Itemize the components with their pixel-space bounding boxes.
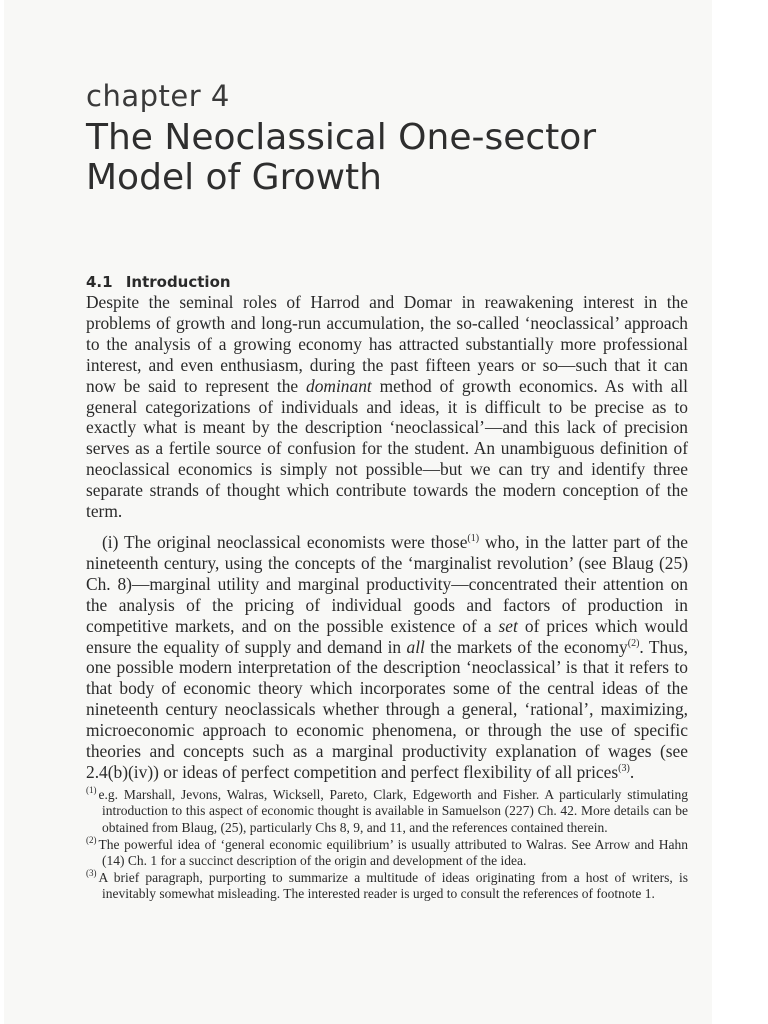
footnote-1 — [86, 787, 688, 837]
section-title: Introduction — [125, 273, 231, 291]
footnote-3 — [86, 870, 688, 903]
paragraph-2-text-f: . — [629, 761, 635, 782]
footnote-ref-2: (2) — [627, 637, 640, 649]
chapter-label: chapter 4 — [86, 79, 230, 113]
section-number: 4.1 — [86, 273, 113, 291]
paragraph-1-emphasis: dominant — [306, 375, 372, 396]
book-page — [4, 0, 712, 1024]
paragraph-2-text-d: the markets of the economy — [424, 636, 628, 657]
paragraph-2-emphasis-set: set — [498, 615, 518, 636]
section-heading — [86, 272, 688, 292]
paragraph-1 — [86, 292, 688, 522]
footnote-1-text: e.g. Marshall, Jevons, Walras, Wicksell, Pareto, Clark, Edgeworth and Fisher. A particularly stimulating introduction to this aspect of economic thought is available in Samuelson (227) Ch. 42. More details can be obtained from Blaug, (25), particularly Chs 8, 9, and 11, and the references contained therein. — [98, 786, 688, 836]
footnote-2 — [86, 837, 688, 870]
footnote-2-mark: (2) — [86, 835, 97, 846]
footnote-1-mark: (1) — [86, 785, 97, 796]
paragraph-2-emphasis-all: all — [406, 636, 425, 657]
paragraph-2-text-c: of prices which would ensure the equality of supply and demand in — [86, 615, 688, 657]
footnote-3-text: A brief paragraph, purporting to summarize a multitude of ideas originating from a host of writers, is inevitably somewhat misleading. The interested reader is urged to consult the references of footnote 1. — [98, 869, 688, 902]
footnote-2-text: The powerful idea of ‘general economic equilibrium’ is usually attributed to Walras. See Arrow and Hahn (14) Ch. 1 for a succinct description of the origin and development of the idea. — [98, 836, 688, 869]
paragraph-2 — [86, 532, 688, 783]
paragraph-1-text-b: method of growth economics. As with all general categorizations of individuals and ideas, it is difficult to be precise as to exactly what is meant by the description ‘neoclassical’—and this lack of precision serves as a fertile source of confusion for the student. An unambiguous definition of neoclassical economics is simply not possible—but we can try and identify three separate strands of thought which contribute towards the modern conception of the term. — [86, 375, 689, 522]
footnote-ref-1: (1) — [467, 533, 480, 545]
chapter-title: The Neoclassical One-sector Model of Growth — [86, 117, 597, 198]
footnote-ref-3: (3) — [618, 763, 630, 775]
paragraph-1-text-a: Despite the seminal roles of Harrod and Domar in reawakening interest in the problems of growth and long-run accumulation, the so-called ‘neoclassical’ approach to the analysis of a growing economy has attracted substantially more professional interest, and even enthusiasm, during the past fifteen years or so—such that it can now be said to represent the — [86, 292, 688, 396]
footnotes — [86, 787, 688, 903]
footnote-3-mark: (3) — [86, 868, 97, 879]
paragraph-2-text-a: (i) The original neoclassical economists were those — [102, 531, 468, 552]
paragraph-2-text-b: who, in the latter part of the nineteenth century, using the concepts of the ‘marginalist revolution’ (see Blaug (25) Ch. 8)—marginal utility and marginal productivity—concentrated their attention on the analysis of the pricing of individual goods and factors of production in competitive markets, and on the possible existence of a — [86, 531, 688, 636]
paragraph-2-text-e: . Thus, one possible modern interpretation of the description ‘neoclassical’ is that it refers to that body of economic theory which incorporates some of the central ideas of the nineteenth century neoclassicals whether through a general, ‘rational’, maximizing, microeconomic approach to economic phenomena, or through the use of specific theories and concepts such as a marginal productivity explanation of wages (see 2.4(b)(iv)) or ideas of perfect competition and perfect flexibility of all prices — [86, 636, 688, 782]
